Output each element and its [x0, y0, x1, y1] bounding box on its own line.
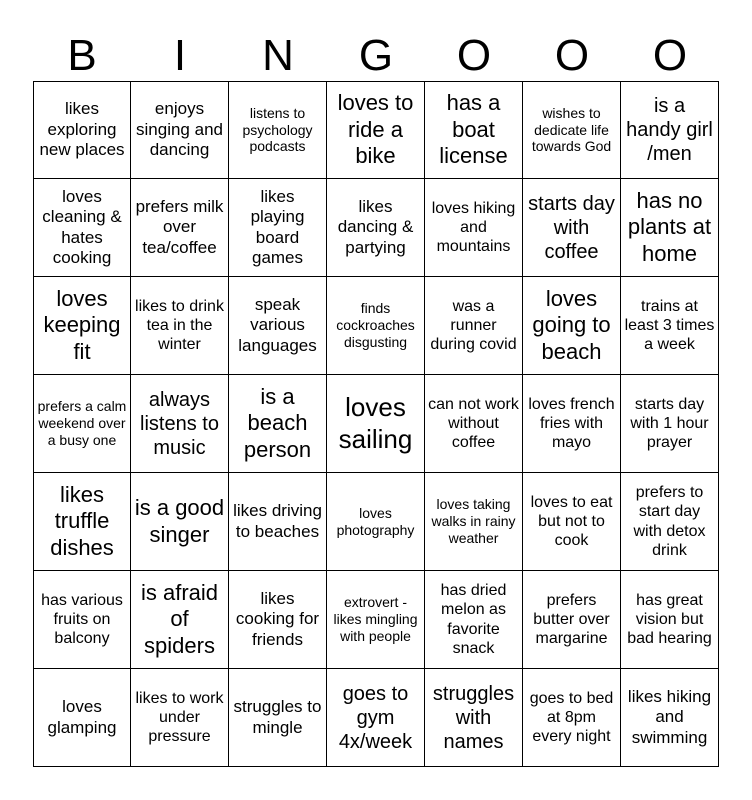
bingo-cell-label: goes to gym 4x/week — [338, 682, 413, 753]
header-letter-i: I — [173, 31, 187, 80]
bingo-cell-label: was a runner during covid — [430, 297, 517, 354]
bingo-cell-label: loves photography — [336, 504, 415, 538]
bingo-cell[interactable] — [131, 375, 229, 473]
bingo-cell-label: speak various languages — [238, 294, 317, 355]
bingo-cell-label: trains at least 3 times a week — [624, 297, 715, 354]
bingo-cell[interactable] — [34, 669, 131, 767]
bingo-cell[interactable] — [34, 375, 131, 473]
bingo-cell[interactable] — [523, 179, 621, 277]
bingo-cell-label: has dried melon as favorite snack — [440, 582, 507, 657]
bingo-header — [33, 30, 719, 82]
bingo-cell-label: likes cooking for friends — [235, 588, 320, 649]
bingo-cell-label: can not work without coffee — [428, 395, 519, 452]
bingo-cell-label: enjoys singing and dancing — [136, 99, 223, 160]
bingo-cell[interactable] — [425, 669, 523, 767]
bingo-cell-label: loves going to beach — [532, 285, 611, 364]
bingo-cell[interactable] — [327, 473, 425, 571]
bingo-cell-label: prefers milk over tea/coffee — [135, 196, 224, 257]
bingo-cell-label: extrovert - likes mingling with people — [333, 594, 418, 644]
bingo-cell[interactable] — [327, 179, 425, 277]
bingo-cell-label: is a good singer — [134, 495, 225, 547]
bingo-cell[interactable] — [327, 375, 425, 473]
bingo-cell-label: prefers a calm weekend over a busy one — [37, 398, 127, 448]
bingo-cell-label: likes to work under pressure — [135, 689, 224, 746]
bingo-cell-label: likes truffle dishes — [50, 481, 114, 560]
bingo-cell-label: loves to ride a bike — [337, 90, 414, 169]
bingo-cell[interactable] — [131, 277, 229, 375]
bingo-cell-label: loves taking walks in rainy weather — [431, 496, 516, 546]
bingo-cell[interactable] — [621, 82, 719, 179]
bingo-cell-label: has a boat license — [439, 90, 508, 169]
bingo-cell-label: has various fruits on balcony — [41, 591, 123, 648]
header-letter-o2: O — [554, 31, 590, 80]
bingo-cell[interactable] — [131, 82, 229, 179]
bingo-cell-label: prefers to start day with detox drink — [633, 484, 706, 559]
bingo-cell[interactable] — [523, 375, 621, 473]
bingo-cell-label: starts day with coffee — [528, 192, 615, 263]
bingo-cell-label: likes to drink tea in the winter — [135, 297, 224, 354]
bingo-cell-label: prefers butter over margarine — [533, 591, 610, 648]
bingo-grid — [33, 81, 719, 767]
bingo-cell-label: wishes to dedicate life towards God — [531, 104, 612, 155]
bingo-cell[interactable] — [621, 571, 719, 669]
bingo-cell[interactable] — [131, 179, 229, 277]
bingo-cell-label: loves hiking and mountains — [431, 199, 516, 256]
bingo-cell-label: is a beach person — [243, 383, 312, 462]
bingo-cell[interactable] — [34, 571, 131, 669]
bingo-cell[interactable] — [621, 179, 719, 277]
bingo-cell[interactable] — [131, 571, 229, 669]
bingo-cell[interactable] — [523, 82, 621, 179]
bingo-cell[interactable] — [131, 473, 229, 571]
bingo-cell-label: loves cleaning & hates cooking — [42, 186, 122, 267]
bingo-cell-label: goes to bed at 8pm every night — [529, 689, 614, 746]
bingo-cell[interactable] — [327, 669, 425, 767]
bingo-cell-label: likes exploring new places — [39, 99, 125, 160]
bingo-cell[interactable] — [327, 571, 425, 669]
bingo-cell[interactable] — [34, 277, 131, 375]
bingo-cell[interactable] — [425, 571, 523, 669]
bingo-cell-label: likes dancing & partying — [337, 196, 414, 257]
bingo-cell[interactable] — [229, 473, 327, 571]
bingo-cell-label: loves glamping — [47, 697, 117, 737]
bingo-cell[interactable] — [425, 473, 523, 571]
bingo-cell-label: likes playing board games — [250, 186, 305, 267]
bingo-cell-label: loves keeping fit — [43, 285, 121, 364]
bingo-cell-label: finds cockroaches disgusting — [336, 300, 415, 350]
bingo-cell-label: is a handy girl /men — [626, 95, 713, 165]
bingo-cell[interactable] — [425, 277, 523, 375]
bingo-cell[interactable] — [621, 375, 719, 473]
bingo-cell[interactable] — [34, 82, 131, 179]
header-letter-n: N — [262, 31, 294, 80]
header-letter-b: B — [67, 31, 97, 80]
bingo-cell[interactable] — [523, 473, 621, 571]
bingo-cell-label: likes driving to beaches — [233, 501, 322, 541]
bingo-cell-label: loves sailing — [338, 392, 413, 454]
bingo-cell[interactable] — [131, 669, 229, 767]
header-letter-g: G — [358, 31, 394, 80]
bingo-cell[interactable] — [327, 277, 425, 375]
bingo-cell[interactable] — [523, 669, 621, 767]
bingo-cell[interactable] — [34, 179, 131, 277]
bingo-cell-label: has no plants at home — [627, 187, 712, 266]
bingo-cell[interactable] — [229, 571, 327, 669]
bingo-cell[interactable] — [425, 375, 523, 473]
bingo-cell[interactable] — [621, 473, 719, 571]
bingo-cell[interactable] — [229, 82, 327, 179]
bingo-cell[interactable] — [523, 277, 621, 375]
bingo-cell[interactable] — [425, 179, 523, 277]
bingo-cell[interactable] — [327, 82, 425, 179]
bingo-cell-label: always listens to music — [140, 388, 219, 459]
bingo-cell-label: struggles with names — [432, 682, 515, 753]
bingo-cell-label: likes hiking and swimming — [627, 686, 712, 747]
bingo-cell[interactable] — [229, 375, 327, 473]
bingo-cell-label: is afraid of spiders — [140, 579, 219, 658]
bingo-cell[interactable] — [34, 473, 131, 571]
bingo-cell[interactable] — [229, 277, 327, 375]
bingo-cell-label: struggles to mingle — [233, 697, 322, 737]
header-letter-o1: O — [456, 31, 492, 80]
bingo-cell-label: starts day with 1 hour prayer — [630, 395, 709, 452]
bingo-cell[interactable] — [621, 669, 719, 767]
header-letter-o3: O — [652, 31, 688, 80]
bingo-cell[interactable] — [229, 669, 327, 767]
bingo-cell-label: has great vision but bad hearing — [627, 591, 712, 648]
bingo-cell-label: loves french fries with mayo — [528, 395, 615, 452]
bingo-cell[interactable] — [425, 82, 523, 179]
bingo-cell-label: loves to eat but not to cook — [530, 493, 613, 550]
bingo-cell[interactable] — [621, 277, 719, 375]
bingo-cell[interactable] — [523, 571, 621, 669]
bingo-cell-label: listens to psychology podcasts — [242, 104, 313, 155]
bingo-cell[interactable] — [229, 179, 327, 277]
